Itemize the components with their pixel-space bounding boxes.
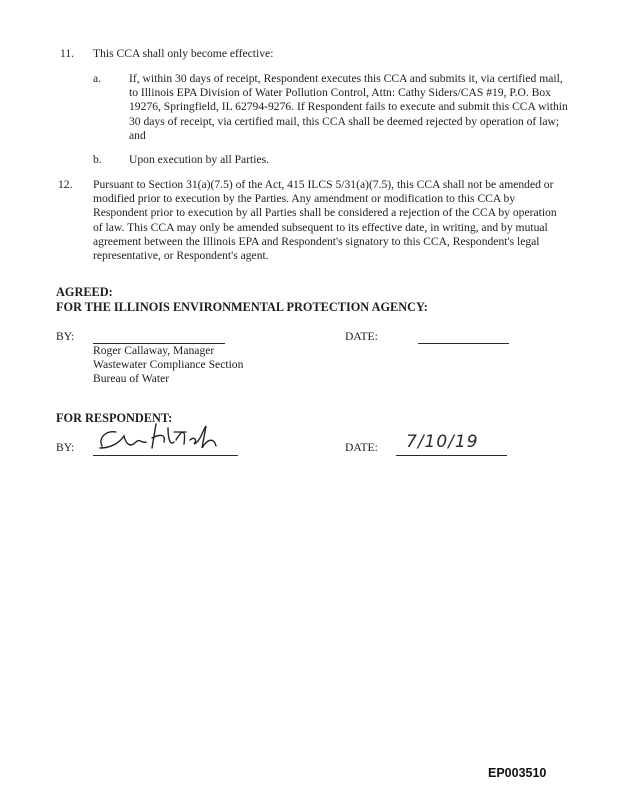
respondent-date-label: DATE: [345,441,378,454]
respondent-date-value: 7/10/19 [406,432,479,452]
respondent-heading: FOR RESPONDENT: [56,411,173,425]
agreed-label: AGREED: [56,285,113,299]
bates-number: EP003510 [488,766,547,780]
agency-heading: FOR THE ILLINOIS ENVIRONMENTAL PROTECTION AGENCY: [56,300,428,314]
agency-by-label: BY: [56,330,75,343]
respondent-signature-line [93,455,238,456]
agency-date-line [418,343,509,344]
respondent-signature [90,418,240,458]
item-11b-letter: b. [93,153,102,166]
respondent-by-label: BY: [56,441,75,454]
agency-date-label: DATE: [345,330,378,343]
item-number-12: 12. [58,178,73,191]
respondent-date-line [396,455,507,456]
item-number-11: 11. [60,47,75,60]
item-11b-text: Upon execution by all Parties. [129,153,270,166]
item-12-text: Pursuant to Section 31(a)(7.5) of the Act, 415 ILCS 5/31(a)(7.5), this CCA shall not be amended or modified prior to execution by the Parties. Any amendment or modification to this CCA by Respondent prior to execution by all Parties shall be considered a rejection of the CCA by operation of law. This CCA may only be amended subsequent to its effective date, in writing, and by mutual agreement between the Illinois EPA and Respondent's signatory to this CCA, Respondent's legal representative, or Respondent's agent. [93,178,557,263]
item-11-text: This CCA shall only become effective: [93,47,274,60]
agency-signer-name: Roger Callaway, Manager [93,344,215,357]
item-11a-text: If, within 30 days of receipt, Respondent executes this CCA and submits it, via certified mail, to Illinois EPA Division of Water Pollution Control, Attn: Cathy Siders/CAS #19, P.O. Box 19276, Springfield, IL 62794-9276. If Respondent fails to execute and submit this CCA within 30 days of receipt, via certified mail, this CCA shall be deemed rejected by operation of law; and [129,72,568,142]
agency-signer-section: Wastewater Compliance Section [93,358,244,371]
agency-signer-bureau: Bureau of Water [93,372,170,385]
item-11a-letter: a. [93,72,102,85]
